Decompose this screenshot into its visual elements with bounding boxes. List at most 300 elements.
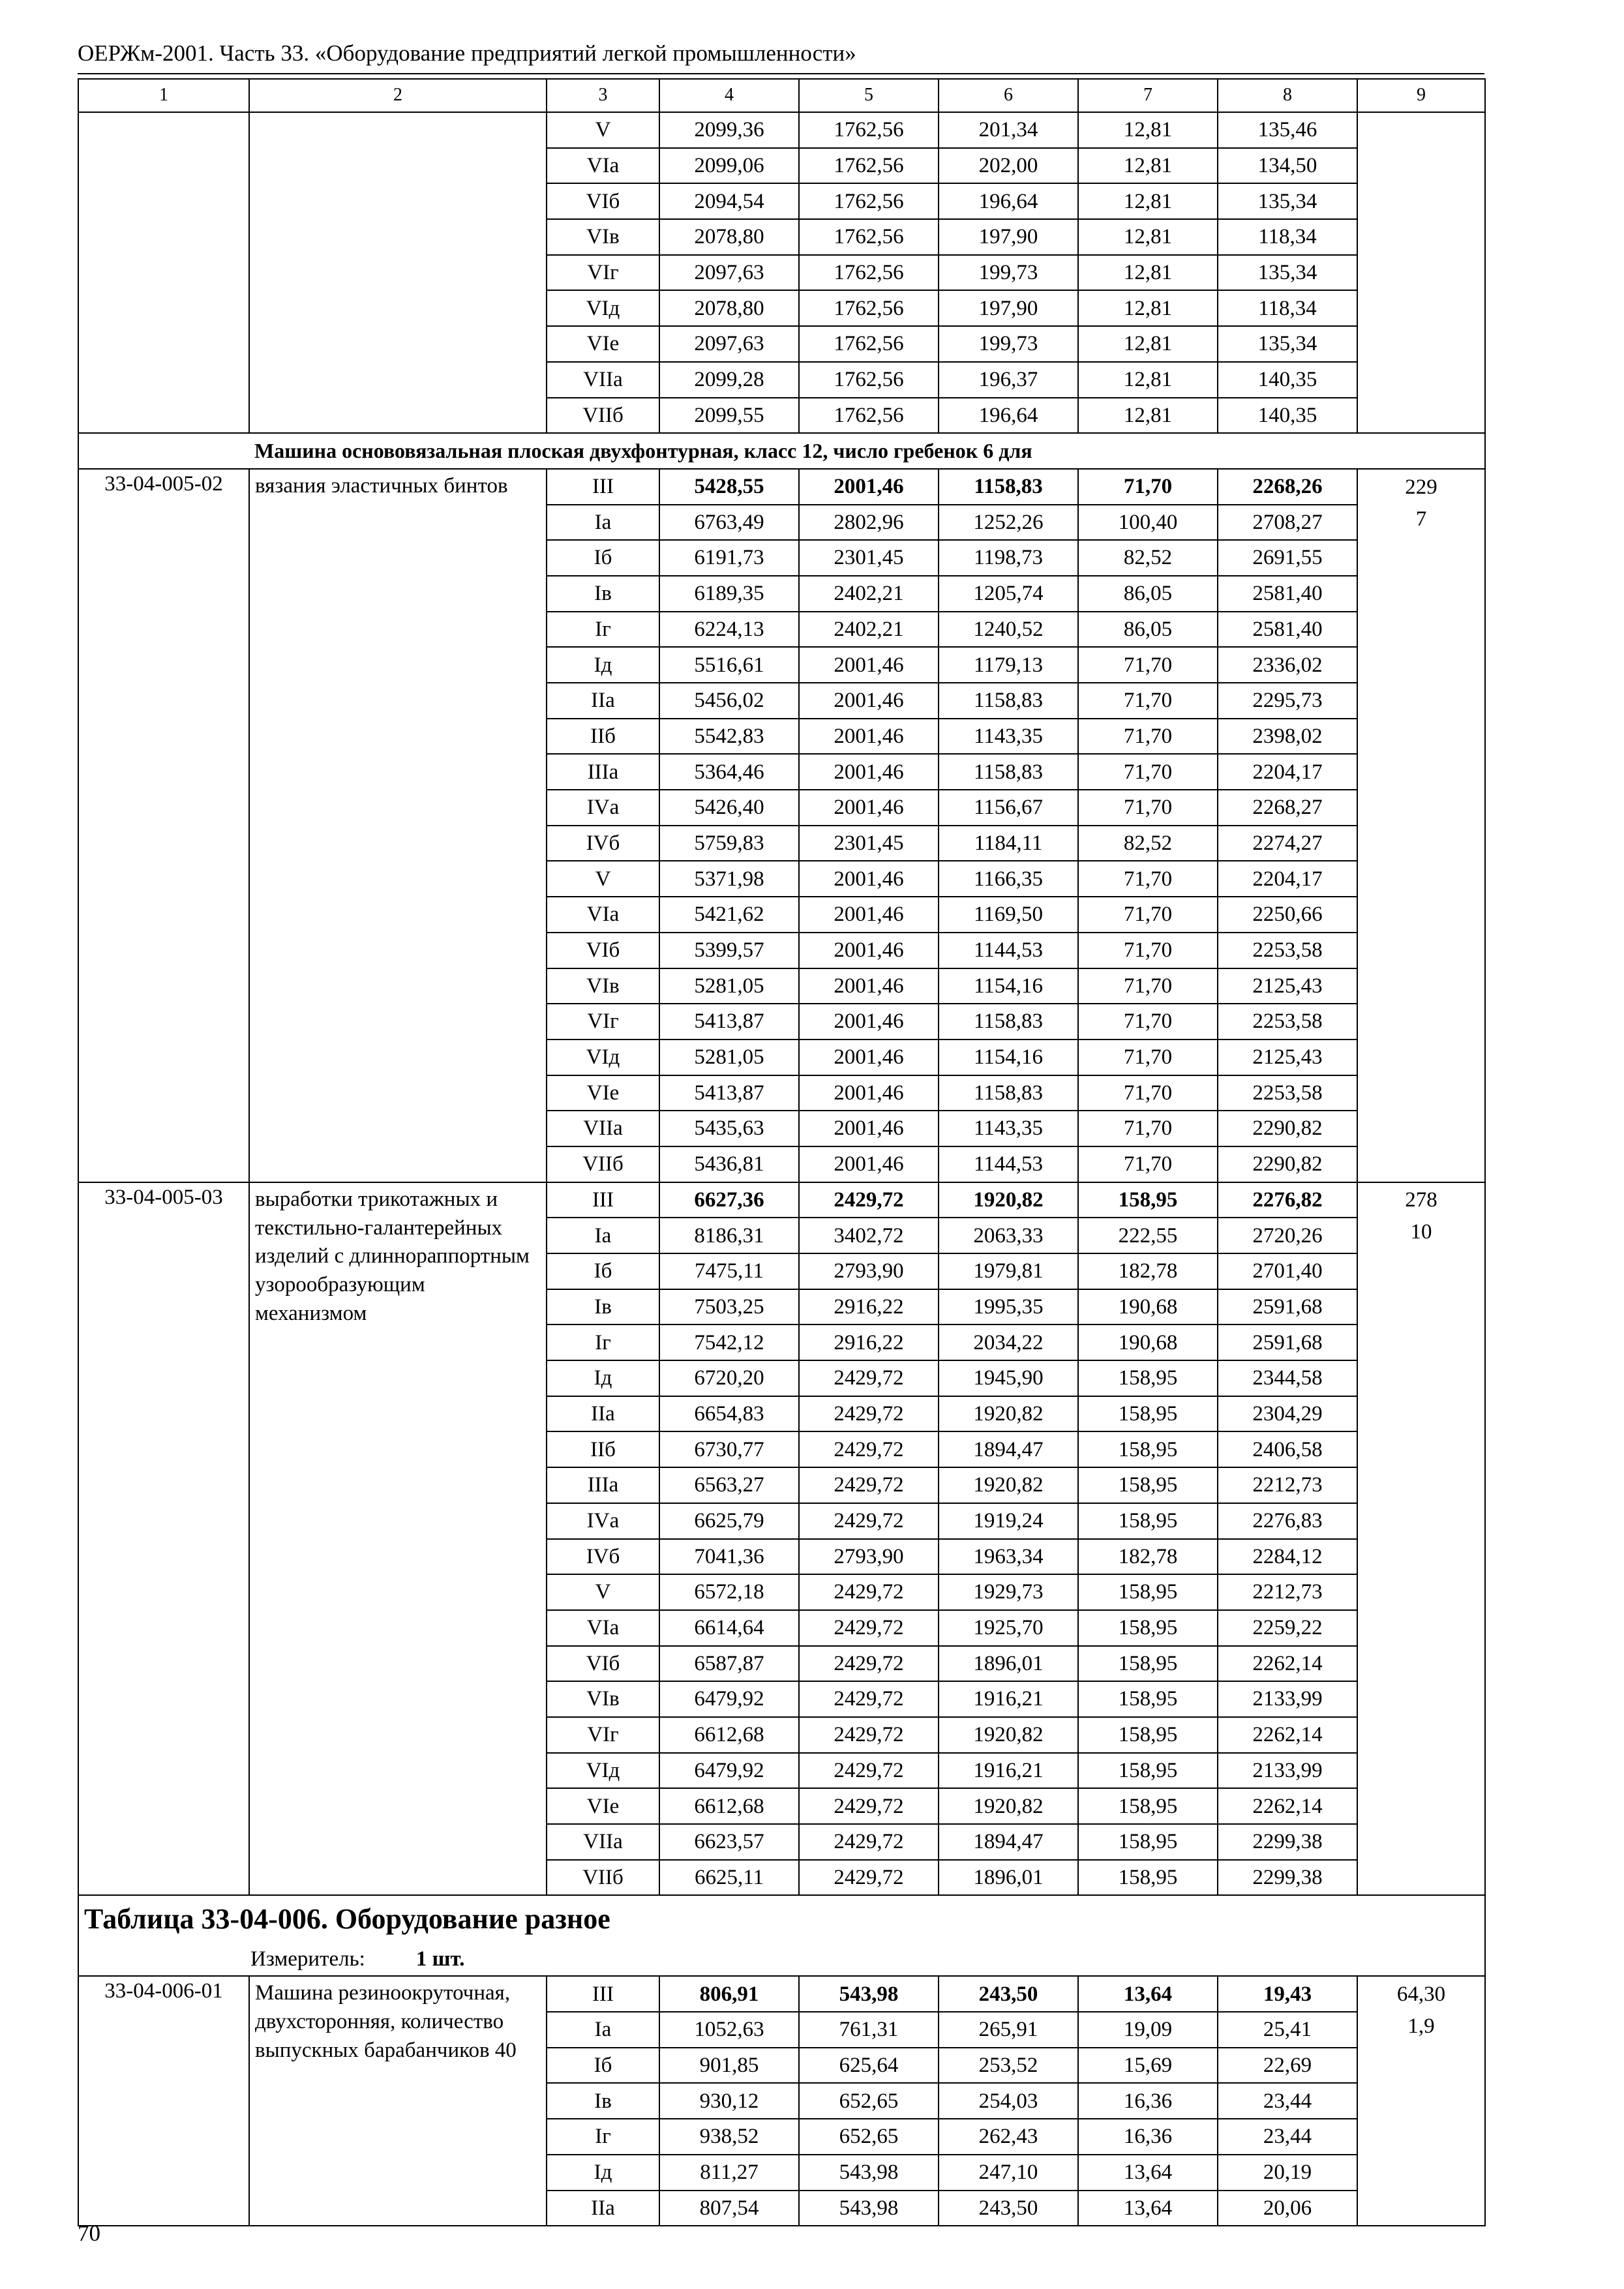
value-cell: 1205,74	[939, 576, 1078, 612]
value-cell: 5281,05	[659, 968, 799, 1004]
zone-cell: VIIа	[547, 1824, 659, 1860]
value-cell: 100,40	[1078, 505, 1218, 541]
value-cell: 930,12	[659, 2083, 799, 2119]
value-cell: 2274,27	[1218, 826, 1357, 861]
table-row	[78, 183, 1485, 219]
value-cell: 158,95	[1078, 1753, 1218, 1789]
zone-cell: VIв	[547, 968, 659, 1004]
value-cell: 2099,28	[659, 362, 799, 398]
value-cell: 1158,83	[939, 683, 1078, 719]
value-cell: 1144,53	[939, 933, 1078, 968]
value-cell: 135,34	[1218, 326, 1357, 362]
code-cell	[78, 326, 249, 362]
column-number: 9	[1357, 79, 1485, 112]
value-cell: 2034,22	[939, 1324, 1078, 1360]
value-cell: 1963,34	[939, 1539, 1078, 1575]
value-cell: 2301,45	[799, 540, 939, 576]
value-cell: 23,44	[1218, 2119, 1357, 2155]
value-cell: 5413,87	[659, 1075, 799, 1111]
value-cell: 2078,80	[659, 290, 799, 326]
value-cell: 2078,80	[659, 219, 799, 255]
value-cell: 8186,31	[659, 1218, 799, 1253]
value-cell: 2125,43	[1218, 968, 1357, 1004]
item-code: 33-04-005-03	[78, 1182, 249, 1896]
value-cell: 1252,26	[939, 505, 1078, 541]
value-cell: 7503,25	[659, 1289, 799, 1325]
value-cell: 2429,72	[799, 1646, 939, 1682]
table-row	[78, 1182, 1485, 1218]
zone-cell: Iг	[547, 1324, 659, 1360]
value-cell: 1156,67	[939, 790, 1078, 826]
code-cell	[78, 219, 249, 255]
value-cell: 1896,01	[939, 1860, 1078, 1896]
value-cell: 254,03	[939, 2083, 1078, 2119]
value-cell: 2001,46	[799, 647, 939, 683]
value-cell: 86,05	[1078, 576, 1218, 612]
value-cell: 2276,83	[1218, 1503, 1357, 1539]
zone-cell: VIе	[547, 1788, 659, 1824]
code-cell	[78, 255, 249, 291]
value-cell: 197,90	[939, 290, 1078, 326]
value-cell: 652,65	[799, 2083, 939, 2119]
value-cell: 71,70	[1078, 683, 1218, 719]
value-cell: 2001,46	[799, 1111, 939, 1146]
table-title-row	[78, 1895, 1485, 1943]
extra-value: 229	[1357, 469, 1485, 505]
value-cell: 2295,73	[1218, 683, 1357, 719]
zone-cell: VIIа	[547, 1111, 659, 1146]
extra-value: 10	[1357, 1218, 1485, 1895]
value-cell: 201,34	[939, 112, 1078, 148]
value-cell: 2429,72	[799, 1503, 939, 1539]
value-cell: 2133,99	[1218, 1681, 1357, 1717]
value-cell: 1184,11	[939, 826, 1078, 861]
zone-cell: VIIб	[547, 1146, 659, 1182]
value-cell: 1920,82	[939, 1717, 1078, 1753]
value-cell: 1158,83	[939, 754, 1078, 790]
value-cell: 2097,63	[659, 326, 799, 362]
value-cell: 1920,82	[939, 1788, 1078, 1824]
zone-cell: VIб	[547, 183, 659, 219]
table-row	[78, 112, 1485, 148]
value-cell: 2429,72	[799, 1681, 939, 1717]
value-cell: 2001,46	[799, 1146, 939, 1182]
value-cell: 1929,73	[939, 1574, 1078, 1610]
value-cell: 19,09	[1078, 2012, 1218, 2048]
table-row	[78, 398, 1485, 434]
value-cell: 1158,83	[939, 1075, 1078, 1111]
value-cell: 1920,82	[939, 1467, 1078, 1503]
value-cell: 1762,56	[799, 290, 939, 326]
value-cell: 6730,77	[659, 1431, 799, 1467]
zone-cell: VIв	[547, 219, 659, 255]
extra-cell	[1357, 326, 1485, 362]
description-cell	[249, 255, 547, 291]
extra-cell	[1357, 362, 1485, 398]
zone-cell: III	[547, 1182, 659, 1218]
value-cell: 20,19	[1218, 2155, 1357, 2191]
value-cell: 158,95	[1078, 1574, 1218, 1610]
value-cell: 12,81	[1078, 326, 1218, 362]
value-cell: 2001,46	[799, 1040, 939, 1075]
zone-cell: IVа	[547, 790, 659, 826]
value-cell: 71,70	[1078, 861, 1218, 897]
value-cell: 6627,36	[659, 1182, 799, 1218]
value-cell: 652,65	[799, 2119, 939, 2155]
value-cell: 2429,72	[799, 1360, 939, 1396]
value-cell: 5428,55	[659, 469, 799, 505]
value-cell: 2802,96	[799, 505, 939, 541]
value-cell: 5456,02	[659, 683, 799, 719]
value-cell: 1154,16	[939, 1040, 1078, 1075]
value-cell: 199,73	[939, 326, 1078, 362]
value-cell: 253,52	[939, 2048, 1078, 2084]
extra-value: 64,30	[1357, 1976, 1485, 2012]
description-cell	[249, 398, 547, 434]
value-cell: 6612,68	[659, 1717, 799, 1753]
value-cell: 71,70	[1078, 1111, 1218, 1146]
value-cell: 2299,38	[1218, 1824, 1357, 1860]
value-cell: 6612,68	[659, 1788, 799, 1824]
value-cell: 1762,56	[799, 183, 939, 219]
value-cell: 15,69	[1078, 2048, 1218, 2084]
value-cell: 5281,05	[659, 1040, 799, 1075]
value-cell: 2581,40	[1218, 576, 1357, 612]
value-cell: 71,70	[1078, 1040, 1218, 1075]
value-cell: 247,10	[939, 2155, 1078, 2191]
value-cell: 202,00	[939, 148, 1078, 184]
value-cell: 135,46	[1218, 112, 1357, 148]
value-cell: 625,64	[799, 2048, 939, 2084]
value-cell: 265,91	[939, 2012, 1078, 2048]
value-cell: 190,68	[1078, 1324, 1218, 1360]
description-cell	[249, 183, 547, 219]
unit-row	[78, 1943, 1485, 1976]
code-cell	[78, 112, 249, 148]
value-cell: 2001,46	[799, 968, 939, 1004]
value-cell: 6479,92	[659, 1753, 799, 1789]
extra-value: 7	[1357, 505, 1485, 1182]
value-cell: 196,37	[939, 362, 1078, 398]
value-cell: 6623,57	[659, 1824, 799, 1860]
value-cell: 1925,70	[939, 1610, 1078, 1646]
value-cell: 158,95	[1078, 1182, 1218, 1218]
column-number: 6	[939, 79, 1078, 112]
value-cell: 2591,68	[1218, 1289, 1357, 1325]
value-cell: 938,52	[659, 2119, 799, 2155]
value-cell: 12,81	[1078, 290, 1218, 326]
value-cell: 6587,87	[659, 1646, 799, 1682]
zone-cell: VIа	[547, 897, 659, 933]
value-cell: 23,44	[1218, 2083, 1357, 2119]
value-cell: 6479,92	[659, 1681, 799, 1717]
value-cell: 190,68	[1078, 1289, 1218, 1325]
extra-cell	[1357, 183, 1485, 219]
extra-value: 1,9	[1357, 2012, 1485, 2226]
zone-cell: V	[547, 861, 659, 897]
value-cell: 2304,29	[1218, 1396, 1357, 1432]
value-cell: 5436,81	[659, 1146, 799, 1182]
value-cell: 196,64	[939, 398, 1078, 434]
value-cell: 5542,83	[659, 719, 799, 755]
value-cell: 13,64	[1078, 2191, 1218, 2226]
table-body	[78, 79, 1485, 2226]
item-description: выработки трикотажных и текстильно-галантерейных изделий с длиннораппортным узорообразующим механизмом	[249, 1182, 547, 1896]
value-cell: 807,54	[659, 2191, 799, 2226]
value-cell: 158,95	[1078, 1431, 1218, 1467]
value-cell: 243,50	[939, 2191, 1078, 2226]
value-cell: 1762,56	[799, 112, 939, 148]
value-cell: 5435,63	[659, 1111, 799, 1146]
zone-cell: IVб	[547, 826, 659, 861]
value-cell: 901,85	[659, 2048, 799, 2084]
value-cell: 2212,73	[1218, 1467, 1357, 1503]
value-cell: 1920,82	[939, 1396, 1078, 1432]
value-cell: 2402,21	[799, 612, 939, 648]
value-cell: 1762,56	[799, 398, 939, 434]
value-cell: 135,34	[1218, 255, 1357, 291]
value-cell: 71,70	[1078, 1146, 1218, 1182]
zone-cell: Iа	[547, 505, 659, 541]
item-code: 33-04-006-01	[78, 1976, 249, 2226]
item-description: Машина резиноокруточная, двухсторонняя, количество выпускных барабанчиков 40	[249, 1976, 547, 2226]
value-cell: 1166,35	[939, 861, 1078, 897]
value-cell: 158,95	[1078, 1646, 1218, 1682]
zone-cell: Iг	[547, 612, 659, 648]
value-cell: 12,81	[1078, 398, 1218, 434]
value-cell: 2276,82	[1218, 1182, 1357, 1218]
zone-cell: Iд	[547, 1360, 659, 1396]
value-cell: 6614,64	[659, 1610, 799, 1646]
value-cell: 2916,22	[799, 1289, 939, 1325]
value-cell: 140,35	[1218, 362, 1357, 398]
page-number: 70	[78, 2221, 100, 2246]
value-cell: 2099,55	[659, 398, 799, 434]
zone-cell: VIIб	[547, 1860, 659, 1896]
zone-cell: IIIа	[547, 754, 659, 790]
table-row	[78, 326, 1485, 362]
value-cell: 71,70	[1078, 754, 1218, 790]
value-cell: 3402,72	[799, 1218, 939, 1253]
value-cell: 2262,14	[1218, 1788, 1357, 1824]
value-cell: 1995,35	[939, 1289, 1078, 1325]
value-cell: 158,95	[1078, 1360, 1218, 1396]
zone-cell: Iв	[547, 1289, 659, 1325]
value-cell: 2708,27	[1218, 505, 1357, 541]
zone-cell: VIд	[547, 1040, 659, 1075]
column-number: 3	[547, 79, 659, 112]
value-cell: 6189,35	[659, 576, 799, 612]
value-cell: 2429,72	[799, 1182, 939, 1218]
code-cell	[78, 148, 249, 184]
value-cell: 2212,73	[1218, 1574, 1357, 1610]
zone-cell: Iд	[547, 647, 659, 683]
value-cell: 2429,72	[799, 1824, 939, 1860]
unit-value: 1 шт.	[415, 1947, 465, 1971]
extra-cell	[1357, 290, 1485, 326]
table-row	[78, 219, 1485, 255]
page-header: ОЕРЖм-2001. Часть 33. «Оборудование предприятий легкой промышленности»	[78, 40, 856, 66]
description-cell	[249, 148, 547, 184]
zone-cell: IVа	[547, 1503, 659, 1539]
value-cell: 1154,16	[939, 968, 1078, 1004]
zone-cell: IIIа	[547, 1467, 659, 1503]
extra-cell	[1357, 112, 1485, 148]
subheading-spacer	[78, 433, 249, 469]
unit-label: Измеритель:	[250, 1947, 365, 1971]
code-cell	[78, 290, 249, 326]
value-cell: 2591,68	[1218, 1324, 1357, 1360]
value-cell: 196,64	[939, 183, 1078, 219]
value-cell: 6625,79	[659, 1503, 799, 1539]
value-cell: 543,98	[799, 1976, 939, 2012]
value-cell: 262,43	[939, 2119, 1078, 2155]
value-cell: 16,36	[1078, 2119, 1218, 2155]
zone-cell: IIа	[547, 1396, 659, 1432]
value-cell: 2099,36	[659, 112, 799, 148]
zone-cell: VIд	[547, 290, 659, 326]
value-cell: 71,70	[1078, 1004, 1218, 1040]
value-cell: 2429,72	[799, 1717, 939, 1753]
value-cell: 2344,58	[1218, 1360, 1357, 1396]
table-row	[78, 469, 1485, 505]
value-cell: 1762,56	[799, 326, 939, 362]
extra-cell	[1357, 398, 1485, 434]
value-cell: 134,50	[1218, 148, 1357, 184]
zone-cell: IIб	[547, 719, 659, 755]
value-cell: 2001,46	[799, 754, 939, 790]
value-cell: 140,35	[1218, 398, 1357, 434]
zone-cell: VIг	[547, 1004, 659, 1040]
table-row	[78, 255, 1485, 291]
column-number: 7	[1078, 79, 1218, 112]
zone-cell: VIе	[547, 326, 659, 362]
value-cell: 2253,58	[1218, 933, 1357, 968]
value-cell: 2268,26	[1218, 469, 1357, 505]
value-cell: 5399,57	[659, 933, 799, 968]
value-cell: 1240,52	[939, 612, 1078, 648]
value-cell: 2720,26	[1218, 1218, 1357, 1253]
column-number: 2	[249, 79, 547, 112]
value-cell: 2262,14	[1218, 1646, 1357, 1682]
value-cell: 2001,46	[799, 719, 939, 755]
value-cell: 158,95	[1078, 1681, 1218, 1717]
value-cell: 1052,63	[659, 2012, 799, 2048]
item-code: 33-04-005-02	[78, 469, 249, 1182]
value-cell: 71,70	[1078, 647, 1218, 683]
zone-cell: Iб	[547, 1253, 659, 1289]
value-cell: 7041,36	[659, 1539, 799, 1575]
value-cell: 2429,72	[799, 1860, 939, 1896]
value-cell: 2250,66	[1218, 897, 1357, 933]
extra-cell	[1357, 219, 1485, 255]
zone-cell: VIе	[547, 1075, 659, 1111]
value-cell: 2429,72	[799, 1467, 939, 1503]
value-cell: 158,95	[1078, 1788, 1218, 1824]
zone-cell: Iб	[547, 2048, 659, 2084]
zone-cell: IIб	[547, 1431, 659, 1467]
value-cell: 71,70	[1078, 933, 1218, 968]
value-cell: 1143,35	[939, 1111, 1078, 1146]
value-cell: 2429,72	[799, 1574, 939, 1610]
value-cell: 2001,46	[799, 1004, 939, 1040]
zone-cell: VIв	[547, 1681, 659, 1717]
extra-value: 278	[1357, 1182, 1485, 1218]
value-cell: 71,70	[1078, 897, 1218, 933]
value-cell: 5421,62	[659, 897, 799, 933]
value-cell: 761,31	[799, 2012, 939, 2048]
zone-cell: Iв	[547, 2083, 659, 2119]
value-cell: 12,81	[1078, 219, 1218, 255]
value-cell: 2429,72	[799, 1788, 939, 1824]
value-cell: 5516,61	[659, 647, 799, 683]
value-cell: 6224,13	[659, 612, 799, 648]
value-cell: 1158,83	[939, 1004, 1078, 1040]
zone-cell: VIIб	[547, 398, 659, 434]
value-cell: 12,81	[1078, 112, 1218, 148]
column-number: 5	[799, 79, 939, 112]
value-cell: 2001,46	[799, 790, 939, 826]
value-cell: 2097,63	[659, 255, 799, 291]
value-cell: 71,70	[1078, 1075, 1218, 1111]
value-cell: 71,70	[1078, 469, 1218, 505]
value-cell: 7542,12	[659, 1324, 799, 1360]
value-cell: 82,52	[1078, 540, 1218, 576]
value-cell: 2301,45	[799, 826, 939, 861]
value-cell: 1762,56	[799, 362, 939, 398]
code-cell	[78, 398, 249, 434]
value-cell: 1920,82	[939, 1182, 1078, 1218]
description-cell	[249, 112, 547, 148]
value-cell: 7475,11	[659, 1253, 799, 1289]
item-description: вязания эластичных бинтов	[249, 469, 547, 1182]
value-cell: 158,95	[1078, 1396, 1218, 1432]
value-cell: 2793,90	[799, 1253, 939, 1289]
value-cell: 12,81	[1078, 183, 1218, 219]
value-cell: 1762,56	[799, 255, 939, 291]
value-cell: 6763,49	[659, 505, 799, 541]
value-cell: 2001,46	[799, 861, 939, 897]
value-cell: 182,78	[1078, 1253, 1218, 1289]
value-cell: 222,55	[1078, 1218, 1218, 1253]
value-cell: 2001,46	[799, 469, 939, 505]
zone-cell: Iг	[547, 2119, 659, 2155]
value-cell: 2133,99	[1218, 1753, 1357, 1789]
extra-cell	[1357, 255, 1485, 291]
zone-cell: VIд	[547, 1753, 659, 1789]
value-cell: 2204,17	[1218, 861, 1357, 897]
zone-cell: VIб	[547, 1646, 659, 1682]
value-cell: 2290,82	[1218, 1111, 1357, 1146]
value-cell: 19,43	[1218, 1976, 1357, 2012]
value-cell: 22,69	[1218, 2048, 1357, 2084]
value-cell: 2253,58	[1218, 1075, 1357, 1111]
value-cell: 158,95	[1078, 1860, 1218, 1896]
value-cell: 6191,73	[659, 540, 799, 576]
value-cell: 6654,83	[659, 1396, 799, 1432]
value-cell: 12,81	[1078, 255, 1218, 291]
zone-cell: Iб	[547, 540, 659, 576]
value-cell: 2259,22	[1218, 1610, 1357, 1646]
value-cell: 6720,20	[659, 1360, 799, 1396]
value-cell: 2299,38	[1218, 1860, 1357, 1896]
value-cell: 5364,46	[659, 754, 799, 790]
description-cell	[249, 362, 547, 398]
value-cell: 20,06	[1218, 2191, 1357, 2226]
value-cell: 2262,14	[1218, 1717, 1357, 1753]
zone-cell: IIа	[547, 2191, 659, 2226]
code-cell	[78, 183, 249, 219]
